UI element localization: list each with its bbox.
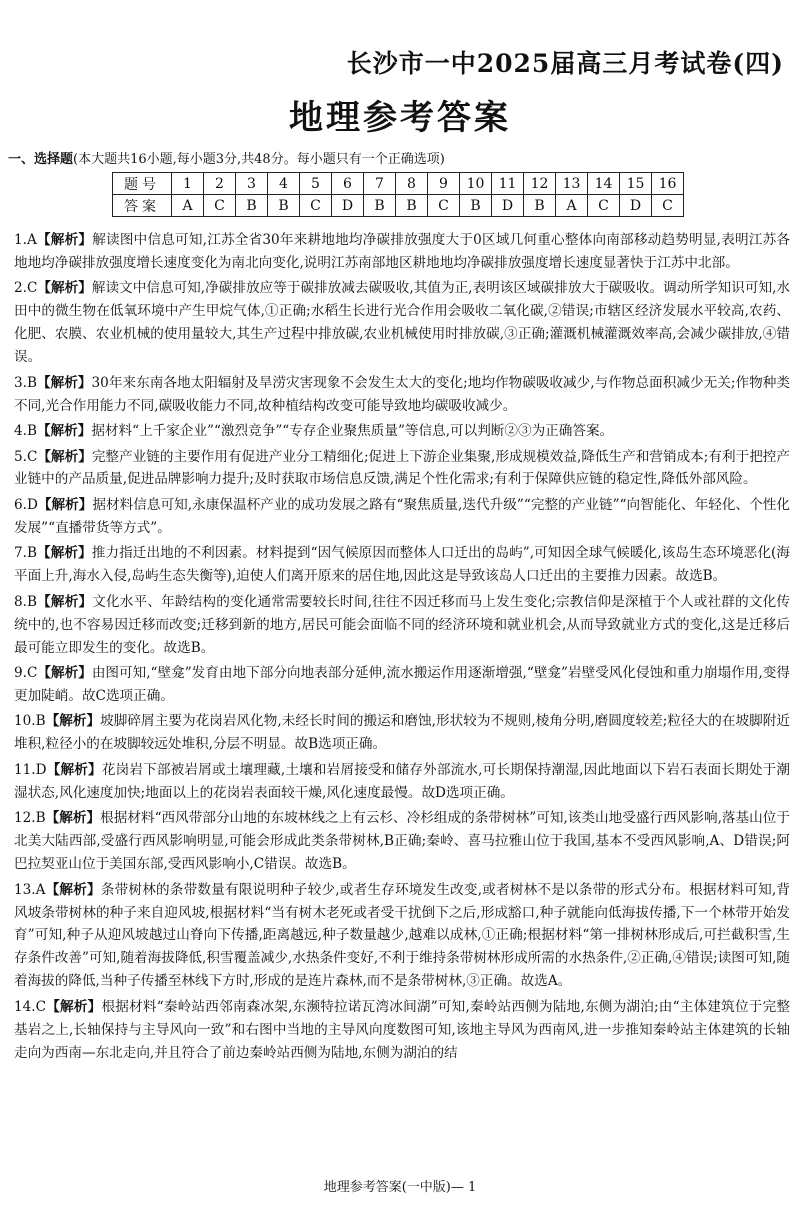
explanation-item — [14, 542, 790, 588]
question-number: 15 — [620, 173, 652, 195]
question-number: 10 — [460, 173, 492, 195]
question-number: 9 — [428, 173, 460, 195]
item-text: 花岗岩下部被岩屑或土壤理藏,土壤和岩屑接受和储存外部流水,可长期保持潮湿,因此地面以下岩石表面长期处于潮湿状态,风化速度加快;地面以上的花岗岩表面较干燥,风化速度最慢。故D选项正确。 — [14, 761, 791, 801]
answer-cell: C — [588, 195, 620, 217]
item-text: 根据材料“西风带部分山地的东坡林线之上有云杉、冷杉组成的条带树林”可知,该类山地受盛行西风影响,落基山位于北美大陆西部,受盛行西风影响明显,可能会形成此类条带树林,B正确;秦岭、喜马拉雅山位于我国,基本不受西风影响,A、D错误;阿巴拉契亚山位于美国东部,受西风影响小,C错误。故选B。 — [14, 810, 790, 873]
item-number: 12.B — [14, 810, 46, 827]
explanation-item — [14, 372, 790, 418]
page-title: 地理参考答案 — [289, 98, 511, 138]
explanation-item — [14, 759, 790, 805]
item-text: 完整产业链的主要作用有促进产业分工精细化;促进上下游企业集聚,形成规模效益,降低生产和营销成本;有利于把控产业链中的产品质量,促进品牌影响力提升;及时获取市场信息反馈,满足个性化需求;有利于保障供应链的稳定性,降低外部风险。 — [14, 448, 790, 488]
section-heading-label: 一、选择题 — [8, 152, 74, 167]
item-number: 2.C — [14, 280, 38, 297]
school-title: 长沙市一中2025届高三月考试卷(四) — [346, 49, 784, 78]
answer-cell: B — [364, 195, 396, 217]
question-number: 2 — [204, 173, 236, 195]
explanation-item — [14, 591, 790, 660]
item-text: 据材料“上千家企业”“激烈竞争”“专存企业聚焦质量”等信息,可以判断②③为正确答案。 — [91, 423, 614, 440]
explanation-item — [14, 420, 790, 443]
item-text: 文化水平、年龄结构的变化通常需要较长时间,往往不因迁移而马上发生变化;宗教信仰是深植于个人或社群的文化传统中的,也不容易因迁移而改变;迁移到新的地方,居民可能会面临不同的经济环境和就业机会,从而导致就业方式的变化,这是迁移后最可能立即发生的变化。故选B。 — [14, 593, 790, 656]
question-number: 6 — [332, 173, 364, 195]
item-number: 11.D — [14, 761, 47, 778]
number-row-label: 题号 — [113, 173, 172, 195]
item-text: 条带树林的条带数量有限说明种子较少,或者生存环境发生改变,或者树林不是以条带的形式分布。根据材料可知,背风坡条带树林的种子来自迎风坡,根据材料“当有树木老死或者受干扰倒下之后,形成豁口,种子就能向低海拔传播,下一个林带开始发育”可知,种子从迎风坡越过山脊向下传播,距离越远,种子数量越少,越难以成林,①正确;根据材料“第一排树林形成后,可拦截积雪,生存条件改善”可知,随着海拔降低,积雪覆盖减少,水热条件变好,不利于维持条带树林形成所需的水热条件,②正确,④错误;读图可知,随着海拔的降低,当种子传播至林线下方时,形成的是连片森林,而不是条带树林,③正确。故选A。 — [14, 881, 790, 990]
explanation-item — [14, 229, 790, 275]
question-number: 12 — [524, 173, 556, 195]
answer-cell: D — [332, 195, 364, 217]
answer-cell: B — [236, 195, 268, 217]
answer-cell: B — [268, 195, 300, 217]
item-number: 3.B — [14, 374, 37, 391]
item-text: 坡脚碎屑主要为花岗岩风化物,未经长时间的搬运和磨蚀,形状较为不规则,棱角分明,磨圆度较差;粒径大的在坡脚附近堆积,粒径小的在坡脚较远处堆积,分层不明显。故B选项正确。 — [14, 713, 790, 753]
item-text: 根据材料“秦岭站西邻南森冰架,东濒特拉诺瓦湾冰间湖”可知,秦岭站西侧为陆地,东侧为湖泊;由“主体建筑位于完整基岩之上,长轴保持与主导风向一致”和右图中当地的主导风向度数图可知,该地主导风为西南风,进一步推知秦岭站主体建筑的长轴走向为西南—东北走向,并且符合了前边秦岭站西侧为陆地,东侧为湖泊的结 — [14, 998, 790, 1061]
analysis-tag: 【解析】 — [37, 665, 92, 682]
item-text: 据材料信息可知,永康保温杯产业的成功发展之路有“聚焦质量,迭代升级”“完整的产业链”“向智能化、年轻化、个性化发展”“直播带货等方式”。 — [14, 496, 791, 536]
question-number: 3 — [236, 173, 268, 195]
answer-cell: C — [428, 195, 460, 217]
question-number: 13 — [556, 173, 588, 195]
item-text: 推力指迁出地的不利因素。材料提到“因气候原因而整体人口迁出的岛屿”,可知因全球气候暖化,该岛生态环境恶化(海平面上升,海水入侵,岛屿生态失衡等),迫使人们离开原来的居住地,因此这是导致该岛人口迁出的主要推力因素。故选B。 — [14, 545, 791, 585]
analysis-tag: 【解析】 — [45, 881, 101, 898]
analysis-tag: 【解析】 — [36, 593, 93, 610]
answer-cell: A — [172, 195, 204, 217]
item-number: 8.B — [14, 593, 37, 610]
page-footer: 地理参考答案(一中版)— 1 — [323, 1180, 477, 1195]
answer-row-label: 答案 — [113, 195, 172, 217]
explanation-item — [14, 277, 790, 369]
item-number: 9.C — [14, 665, 38, 682]
item-number: 1.A — [14, 232, 37, 248]
answer-table-answer-row — [113, 195, 684, 217]
answer-cell: C — [300, 195, 332, 217]
answer-cell: D — [620, 195, 652, 217]
explanation-item — [14, 662, 790, 708]
explanation-item — [14, 807, 790, 876]
section-heading-note: (本大题共16小题,每小题3分,共48分。每小题只有一个正确选项) — [73, 152, 445, 167]
answer-cell: A — [556, 195, 588, 217]
item-number: 13.A — [14, 881, 46, 898]
explanation-item — [14, 879, 790, 994]
analysis-tag: 【解析】 — [45, 713, 101, 730]
answer-cell: B — [524, 195, 556, 217]
question-number: 4 — [268, 173, 300, 195]
question-number: 1 — [172, 173, 204, 195]
analysis-tag: 【解析】 — [36, 232, 93, 248]
section-heading — [8, 148, 445, 167]
analysis-tag: 【解析】 — [46, 761, 102, 778]
item-number: 5.C — [14, 448, 38, 465]
item-number: 4.B — [14, 423, 37, 440]
analysis-tag: 【解析】 — [45, 810, 101, 827]
analysis-tag: 【解析】 — [36, 423, 92, 440]
question-number: 8 — [396, 173, 428, 195]
analysis-tag: 【解析】 — [46, 998, 102, 1015]
answer-cell: B — [396, 195, 428, 217]
explanation-item — [14, 494, 790, 540]
analysis-tag: 【解析】 — [37, 448, 92, 465]
question-number: 11 — [492, 173, 524, 195]
answer-table-number-row — [113, 173, 684, 195]
item-number: 10.B — [14, 713, 46, 730]
explanation-list — [14, 229, 790, 1067]
item-number: 6.D — [14, 496, 38, 513]
item-text: 解读文中信息可知,净碳排放应等于碳排放减去碳吸收,其值为正,表明该区域碳排放大于碳吸收。调动所学知识可知,水田中的微生物在低氧环境中产生甲烷气体,①正确;水稻生长进行光合作用会吸收二氧化碳,②错误;市辖区经济发展水平较高,农药、化肥、农膜、农业机械的使用量较大,其生产过程中排放碳,农业机械使用时排放碳,③正确;灌溉机械灌溉效率高,会减少碳排放,④错误。 — [14, 280, 791, 366]
question-number: 7 — [364, 173, 396, 195]
analysis-tag: 【解析】 — [36, 374, 92, 391]
question-number: 16 — [652, 173, 684, 195]
answer-cell: C — [652, 195, 684, 217]
analysis-tag: 【解析】 — [36, 545, 92, 562]
explanation-item — [14, 446, 790, 492]
answer-cell: C — [204, 195, 236, 217]
analysis-tag: 【解析】 — [37, 496, 93, 513]
explanation-item — [14, 996, 790, 1065]
item-text: 解读图中信息可知,江苏全省30年来耕地地均净碳排放强度大于0区域几何重心整体向南部移动趋势明显,表明江苏各地地均净碳排放强度增长速度变化为南北向变化,说明江苏南部地区耕地地均净碳排放强度增长速度显著快于江苏中北部。 — [14, 232, 791, 271]
question-number: 14 — [588, 173, 620, 195]
answer-cell: B — [460, 195, 492, 217]
analysis-tag: 【解析】 — [37, 280, 92, 297]
explanation-item — [14, 710, 790, 756]
item-number: 14.C — [14, 998, 47, 1015]
question-number: 5 — [300, 173, 332, 195]
answer-cell: D — [492, 195, 524, 217]
item-number: 7.B — [14, 545, 37, 562]
item-text: 30年来东南各地太阳辐射及旱涝灾害现象不会发生太大的变化;地均作物碳吸收减少,与作物总面积减少无关;作物种类不同,光合作用能力不同,碳吸收能力不同,故种植结构改变可能导致地均碳吸收减少。 — [14, 374, 790, 414]
answer-table — [112, 172, 684, 217]
item-text: 由图可知,“壁龛”发育由地下部分向地表部分延伸,流水搬运作用逐渐增强,“壁龛”岩壁受风化侵蚀和重力崩塌作用,变得更加陡峭。故C选项正确。 — [14, 665, 790, 704]
